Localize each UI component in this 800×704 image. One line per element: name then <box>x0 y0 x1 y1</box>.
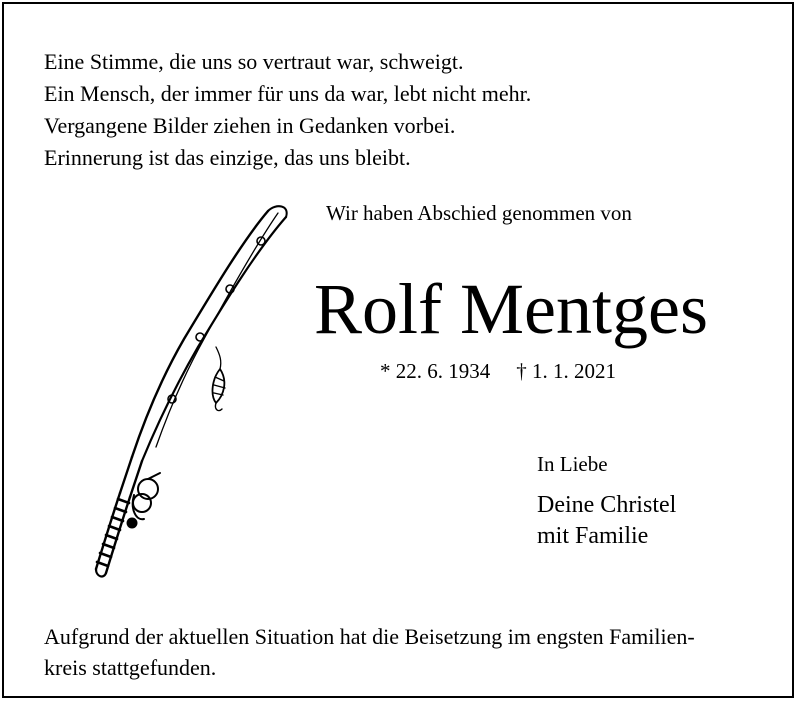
burial-note-line: Aufgrund der aktuellen Situation hat die Beisetzung im engsten Familien- <box>44 624 695 649</box>
mourners <box>537 490 676 552</box>
mourner-line: mit Familie <box>537 523 649 549</box>
poem-line: Erinnerung ist das einzige, das uns bleibt. <box>44 145 411 170</box>
poem-line: Ein Mensch, der immer für uns da war, lebt nicht mehr. <box>44 81 532 106</box>
poem-line: Vergangene Bilder ziehen in Gedanken vorbei. <box>44 113 456 138</box>
death-date: † 1. 1. 2021 <box>516 359 616 383</box>
poem-line: Eine Stimme, die uns so vertraut war, schweigt. <box>44 49 464 74</box>
farewell-intro: Wir haben Abschied genommen von <box>326 201 632 225</box>
fishing-rod-icon <box>44 199 304 589</box>
poem <box>44 46 531 174</box>
deceased-name: Rolf Mentges <box>314 269 708 349</box>
life-dates <box>380 359 616 384</box>
burial-note <box>44 621 695 683</box>
birth-date: * 22. 6. 1934 <box>380 359 491 383</box>
notice-frame <box>2 2 794 698</box>
in-love-text: In Liebe <box>537 452 608 476</box>
burial-note-line: kreis stattgefunden. <box>44 655 217 680</box>
mourner-line: Deine Christel <box>537 492 677 518</box>
